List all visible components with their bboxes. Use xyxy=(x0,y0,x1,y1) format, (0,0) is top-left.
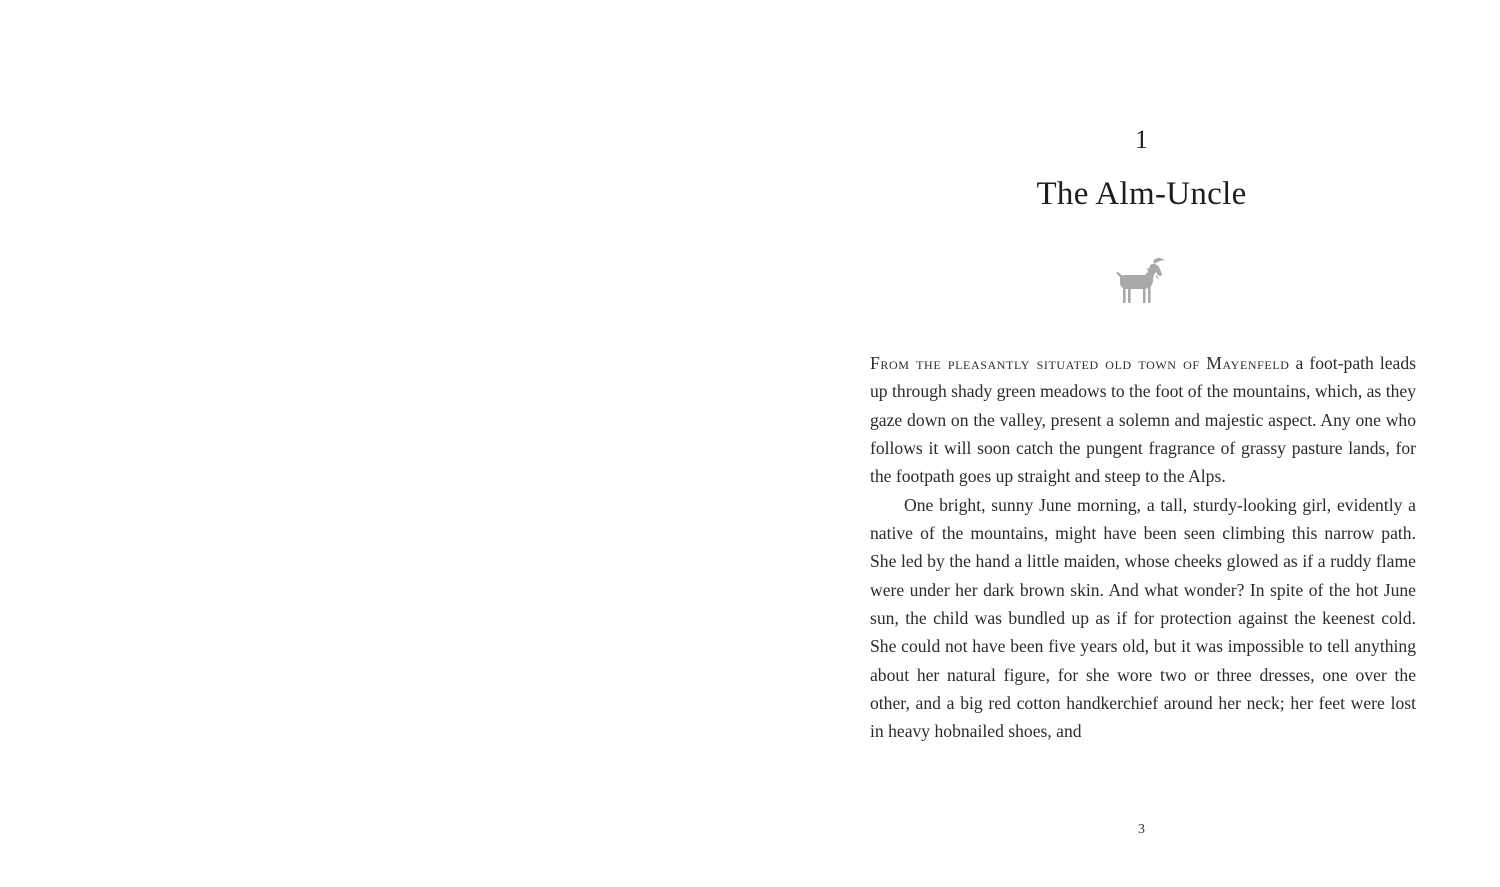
chapter-number: 1 xyxy=(1135,125,1148,154)
opening-small-caps: From the pleasantly situated old town of Mayenfeld xyxy=(870,353,1290,373)
goat-icon xyxy=(1113,256,1169,306)
paragraph-2: One bright, sunny June morning, a tall, sturdy-looking girl, evidently a native of the mountains, might have been seen climbing this narrow path. She led by the hand a little maiden, whose cheeks glowed as if a ruddy flame were under her dark brown skin. And what wonder? In spite of the hot June sun, the child was bundled up as if for protection against the keenest cold. She could not have been five years old, but it was impossible to tell anything about her natural figure, for she wore two or three dresses, one over the other, and a big red cotton handkerchief around her neck; her feet were lost in heavy hobnailed shoes, and xyxy=(870,494,1416,742)
chapter-title: The Alm-Uncle xyxy=(1036,176,1247,212)
paragraph-1 xyxy=(870,349,1416,491)
page-number: 3 xyxy=(1138,822,1145,837)
paragraph-1-text: a foot-path leads up through shady green meadows to the foot of the mountains, which, as they gaze down on the valley, present a solemn and majestic aspect. Any one who follows it will soon catch the pungent fragrance of grassy pasture lands, for the footpath goes up straight and steep to the Alps. xyxy=(870,353,1416,487)
chapter-body-text xyxy=(870,349,1416,746)
right-page xyxy=(750,0,1500,887)
